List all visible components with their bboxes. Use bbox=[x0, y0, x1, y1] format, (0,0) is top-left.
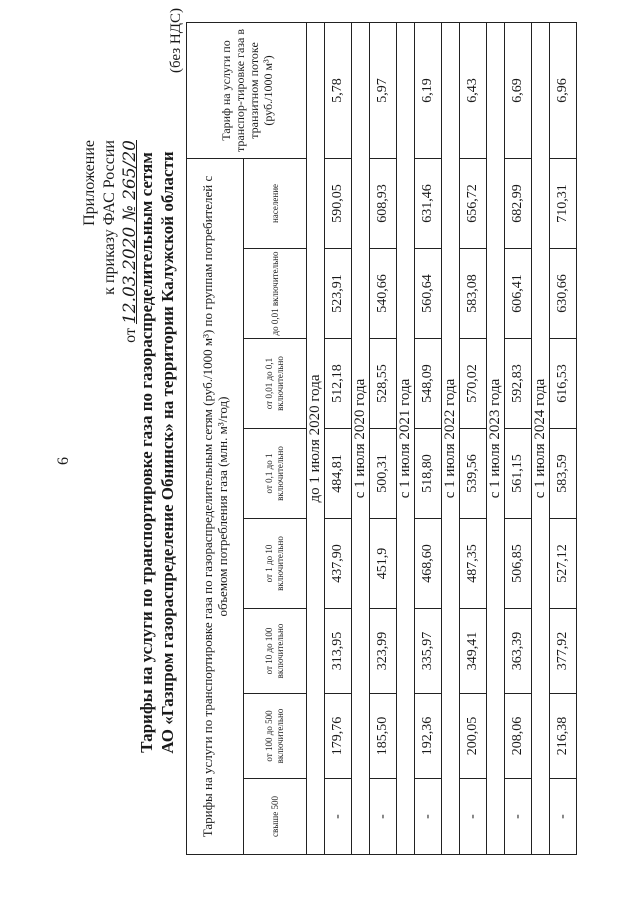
appendix-line-1: Приложение bbox=[81, 140, 98, 226]
column-header: от 0,01 до 0,1 включительно bbox=[244, 339, 307, 429]
tariff-value-cell: 363,39 bbox=[505, 609, 532, 694]
tariff-value-cell: 540,66 bbox=[370, 249, 397, 339]
period-label: с 1 июля 2024 года bbox=[532, 22, 550, 854]
tariff-value-cell: 606,41 bbox=[505, 249, 532, 339]
period-label: с 1 июля 2021 года bbox=[397, 22, 415, 854]
column-header: население bbox=[244, 158, 307, 248]
tariff-value-cell: 5,97 bbox=[370, 22, 397, 158]
column-header: до 0,01 включительно bbox=[244, 249, 307, 339]
period-label: с 1 июля 2023 года bbox=[487, 22, 505, 854]
tariff-value-cell: 6,96 bbox=[550, 22, 577, 158]
tariff-value-cell: 216,38 bbox=[550, 694, 577, 779]
tariff-value-cell: 179,76 bbox=[325, 694, 352, 779]
document-title-line-1: Тарифы на услуги по транспортировке газа по газораспределительным сетям bbox=[137, 152, 156, 753]
table-row bbox=[415, 22, 442, 854]
tariff-value-cell: 616,53 bbox=[550, 339, 577, 429]
tariff-value-cell: 6,69 bbox=[505, 22, 532, 158]
tariff-value-cell: 192,36 bbox=[415, 694, 442, 779]
tariff-value-cell: 590,05 bbox=[325, 158, 352, 248]
period-label: с 1 июля 2020 года bbox=[352, 22, 370, 854]
tariff-value-cell: 468,60 bbox=[415, 519, 442, 609]
tariff-value-cell: 487,35 bbox=[460, 519, 487, 609]
tariff-value-cell: 570,02 bbox=[460, 339, 487, 429]
tariff-value-cell: 185,50 bbox=[370, 694, 397, 779]
tariff-value-cell: 528,55 bbox=[370, 339, 397, 429]
tariff-value-cell: - bbox=[550, 779, 577, 855]
tariff-value-cell: - bbox=[460, 779, 487, 855]
handwritten-order-number: 12.03.2020 № 265/20 bbox=[120, 140, 140, 325]
tariff-value-cell: 523,91 bbox=[325, 249, 352, 339]
table-row bbox=[460, 22, 487, 854]
tariff-value-cell: 710,31 bbox=[550, 158, 577, 248]
tariff-value-cell: 484,81 bbox=[325, 429, 352, 519]
tariff-value-cell: 518,80 bbox=[415, 429, 442, 519]
tariff-value-cell: 560,64 bbox=[415, 249, 442, 339]
tariff-value-cell: 512,18 bbox=[325, 339, 352, 429]
tariff-value-cell: 208,06 bbox=[505, 694, 532, 779]
table-row bbox=[550, 22, 577, 854]
column-header: от 1 до 10 включительно bbox=[244, 519, 307, 609]
tariff-value-cell: - bbox=[415, 779, 442, 855]
table-row bbox=[370, 22, 397, 854]
tariff-value-cell: 323,99 bbox=[370, 609, 397, 694]
tariff-value-cell: 527,12 bbox=[550, 519, 577, 609]
tariff-value-cell: 6,43 bbox=[460, 22, 487, 158]
tariff-value-cell: 630,66 bbox=[550, 249, 577, 339]
tariff-value-cell: 6,19 bbox=[415, 22, 442, 158]
column-header: свыше 500 bbox=[244, 779, 307, 855]
appendix-line-2: к приказу ФАС России bbox=[101, 140, 118, 295]
tariff-table-body bbox=[307, 22, 577, 854]
tariff-value-cell: 583,08 bbox=[460, 249, 487, 339]
tariff-value-cell: 313,95 bbox=[325, 609, 352, 694]
period-label: с 1 июля 2022 года bbox=[442, 22, 460, 854]
table-row bbox=[505, 22, 532, 854]
column-header: от 100 до 500 включительно bbox=[244, 694, 307, 779]
tariff-value-cell: 682,99 bbox=[505, 158, 532, 248]
tariff-value-cell: 548,09 bbox=[415, 339, 442, 429]
transit-tariff-header: Тариф на услуги по транспор-тировке газа в транзитном потоке (руб./1000 м³) bbox=[187, 22, 307, 158]
tariff-table bbox=[186, 22, 577, 855]
appendix-header bbox=[80, 140, 141, 343]
tariff-value-cell: 539,56 bbox=[460, 429, 487, 519]
tariff-value-cell: - bbox=[505, 779, 532, 855]
period-label: до 1 июля 2020 года bbox=[307, 22, 325, 854]
column-header: от 10 до 100 включительно bbox=[244, 609, 307, 694]
tariff-value-cell: 5,78 bbox=[325, 22, 352, 158]
period-row bbox=[352, 22, 370, 854]
table-row bbox=[325, 22, 352, 854]
tariff-value-cell: 656,72 bbox=[460, 158, 487, 248]
period-row bbox=[397, 22, 415, 854]
tariff-value-cell: - bbox=[370, 779, 397, 855]
appendix-date-prefix: от bbox=[122, 328, 139, 343]
tariff-value-cell: 608,93 bbox=[370, 158, 397, 248]
tariff-value-cell: 451,9 bbox=[370, 519, 397, 609]
period-row bbox=[442, 22, 460, 854]
page-number: 6 bbox=[55, 457, 72, 465]
tariff-value-cell: 437,90 bbox=[325, 519, 352, 609]
period-row bbox=[307, 22, 325, 854]
tariff-value-cell: 500,31 bbox=[370, 429, 397, 519]
tariff-value-cell: 561,15 bbox=[505, 429, 532, 519]
tariff-value-cell: 631,46 bbox=[415, 158, 442, 248]
tariff-value-cell: - bbox=[325, 779, 352, 855]
tariff-value-cell: 506,85 bbox=[505, 519, 532, 609]
document-title-line-2: АО «Газпром газораспределение Обнинск» на территории Калужской области bbox=[158, 151, 177, 754]
vat-note: (без НДС) bbox=[168, 8, 184, 74]
tariff-value-cell: 335,97 bbox=[415, 609, 442, 694]
tariff-value-cell: 583,59 bbox=[550, 429, 577, 519]
group-header: Тарифы на услуги по транспортировке газа по газораспределительным сетям (руб./1000 м³) по группам потребителей с объемом потребления газа (млн. м³/год) bbox=[187, 158, 244, 854]
period-row bbox=[487, 22, 505, 854]
column-header: от 0,1 до 1 включительно bbox=[244, 429, 307, 519]
tariff-value-cell: 377,92 bbox=[550, 609, 577, 694]
period-row bbox=[532, 22, 550, 854]
tariff-value-cell: 592,83 bbox=[505, 339, 532, 429]
tariff-value-cell: 349,41 bbox=[460, 609, 487, 694]
tariff-value-cell: 200,05 bbox=[460, 694, 487, 779]
